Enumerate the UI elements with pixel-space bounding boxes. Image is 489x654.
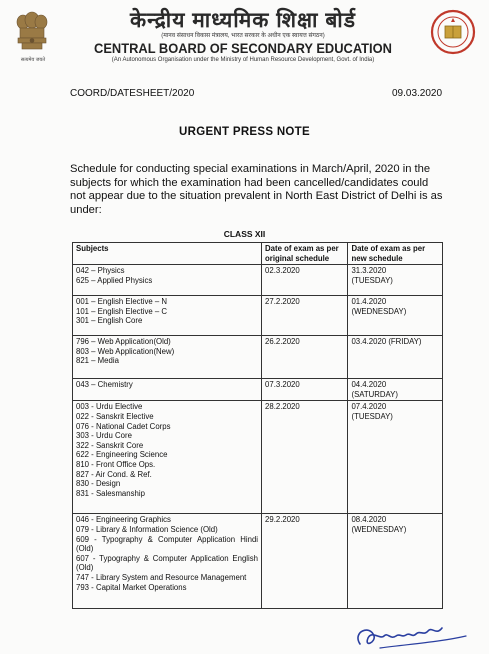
new-day: (TUESDAY) (351, 275, 393, 285)
subject-line: 001 – English Elective – N (76, 297, 168, 307)
table-row (73, 296, 443, 336)
original-date-cell: 28.2.2020 (262, 401, 348, 514)
table-row (73, 401, 443, 514)
new-day: (WEDNESDAY) (351, 524, 407, 534)
original-date-cell: 07.3.2020 (262, 379, 348, 401)
subject-line: 830 - Design (76, 479, 121, 489)
new-date: 04.4.2020 (351, 380, 387, 390)
subject-line: 322 - Sanskrit Core (76, 440, 144, 450)
new-date: 08.4.2020 (351, 515, 387, 525)
header-hindi-title: केन्द्रीय माध्यमिक शिक्षा बोर्ड (130, 9, 356, 32)
subjects-cell (73, 265, 262, 296)
subject-line: 607 - Typography & Computer Application English (Old) (76, 553, 259, 573)
subject-line: 043 – Chemistry (76, 380, 133, 390)
reference-number: COORD/DATESHEET/2020 (70, 88, 195, 99)
subject-line: 022 - Sanskrit Elective (76, 411, 154, 421)
subject-line: 076 - National Cadet Corps (76, 421, 171, 431)
header-new-date: Date of exam as per new schedule (348, 243, 443, 265)
intro-paragraph: Schedule for conducting special examinations in March/April, 2020 in the subjects for which the examination had been cancelled/candidates could not appear due to the situation prevalent in North East District of Delhi is as under: (70, 163, 443, 216)
new-date-cell (348, 336, 443, 379)
emblem-caption: सत्यमेव जयते (20, 57, 46, 63)
subject-line: 803 – Web Application(New) (76, 346, 175, 356)
new-date: 03.4.2020 (FRIDAY) (351, 337, 422, 347)
header-original-date: Date of exam as per original schedule (262, 243, 348, 265)
new-date-cell (348, 514, 443, 609)
original-date-cell: 02.3.2020 (262, 265, 348, 296)
signature-mark (350, 618, 470, 654)
original-date-cell: 27.2.2020 (262, 296, 348, 336)
table-row (73, 379, 443, 401)
document-date: 09.03.2020 (392, 88, 443, 99)
subject-line: 622 - Engineering Science (76, 450, 168, 460)
original-date-cell: 29.2.2020 (262, 514, 348, 609)
new-date-cell (348, 296, 443, 336)
table-row (73, 265, 443, 296)
subject-line: 793 - Capital Market Operations (76, 582, 187, 592)
subject-line: 831 - Salesmanship (76, 488, 145, 498)
exam-schedule-table (72, 242, 443, 609)
national-emblem-icon (14, 8, 50, 62)
new-date-cell (348, 401, 443, 514)
new-date: 07.4.2020 (351, 402, 387, 412)
header-title: CENTRAL BOARD OF SECONDARY EDUCATION (94, 40, 392, 56)
notice-title: URGENT PRESS NOTE (179, 126, 310, 138)
new-date-cell (348, 379, 443, 401)
table-row (73, 514, 443, 609)
new-date-cell (348, 265, 443, 296)
header-subtitle: (An Autonomous Organisation under the Ministry of Human Resource Development, Govt. of India) (111, 57, 375, 63)
cbse-seal-icon (430, 9, 476, 55)
subjects-cell (73, 336, 262, 379)
subject-line: 079 - Library & Information Science (Old) (76, 524, 218, 534)
subjects-cell (73, 379, 262, 401)
subject-line: 796 – Web Application(Old) (76, 337, 171, 347)
subjects-cell (73, 401, 262, 514)
table-row (73, 336, 443, 379)
new-date: 01.4.2020 (351, 297, 387, 307)
original-date-cell: 26.2.2020 (262, 336, 348, 379)
table-header-row (73, 243, 443, 265)
subject-line: 301 – English Core (76, 316, 143, 326)
subject-line: 625 – Applied Physics (76, 275, 153, 285)
subject-line: 101 – English Elective – C (76, 306, 168, 316)
new-day: (SATURDAY) (351, 389, 398, 399)
subject-line: 042 – Physics (76, 266, 125, 276)
header-hindi-subtitle: (मानव संसाधन विकास मंत्रालय, भारत सरकार के अधीन एक स्वायत्त संगठन) (161, 33, 325, 39)
subject-line: 303 - Urdu Core (76, 431, 132, 441)
subject-line: 827 - Air Cond. & Ref. (76, 469, 152, 479)
new-day: (WEDNESDAY) (351, 306, 407, 316)
new-day: (TUESDAY) (351, 411, 393, 421)
subject-line: 609 - Typography & Computer Application Hindi (Old) (76, 534, 259, 554)
subject-line: 046 - Engineering Graphics (76, 515, 171, 525)
new-date: 31.3.2020 (351, 266, 387, 276)
subject-line: 821 – Media (76, 356, 119, 366)
subject-line: 810 - Front Office Ops. (76, 459, 156, 469)
subjects-cell (73, 296, 262, 336)
header-subjects: Subjects (73, 243, 262, 265)
subjects-cell (73, 514, 262, 609)
subject-line: 003 - Urdu Elective (76, 402, 143, 412)
subject-line: 747 - Library System and Resource Management (76, 572, 247, 582)
class-label: CLASS XII (223, 229, 266, 239)
